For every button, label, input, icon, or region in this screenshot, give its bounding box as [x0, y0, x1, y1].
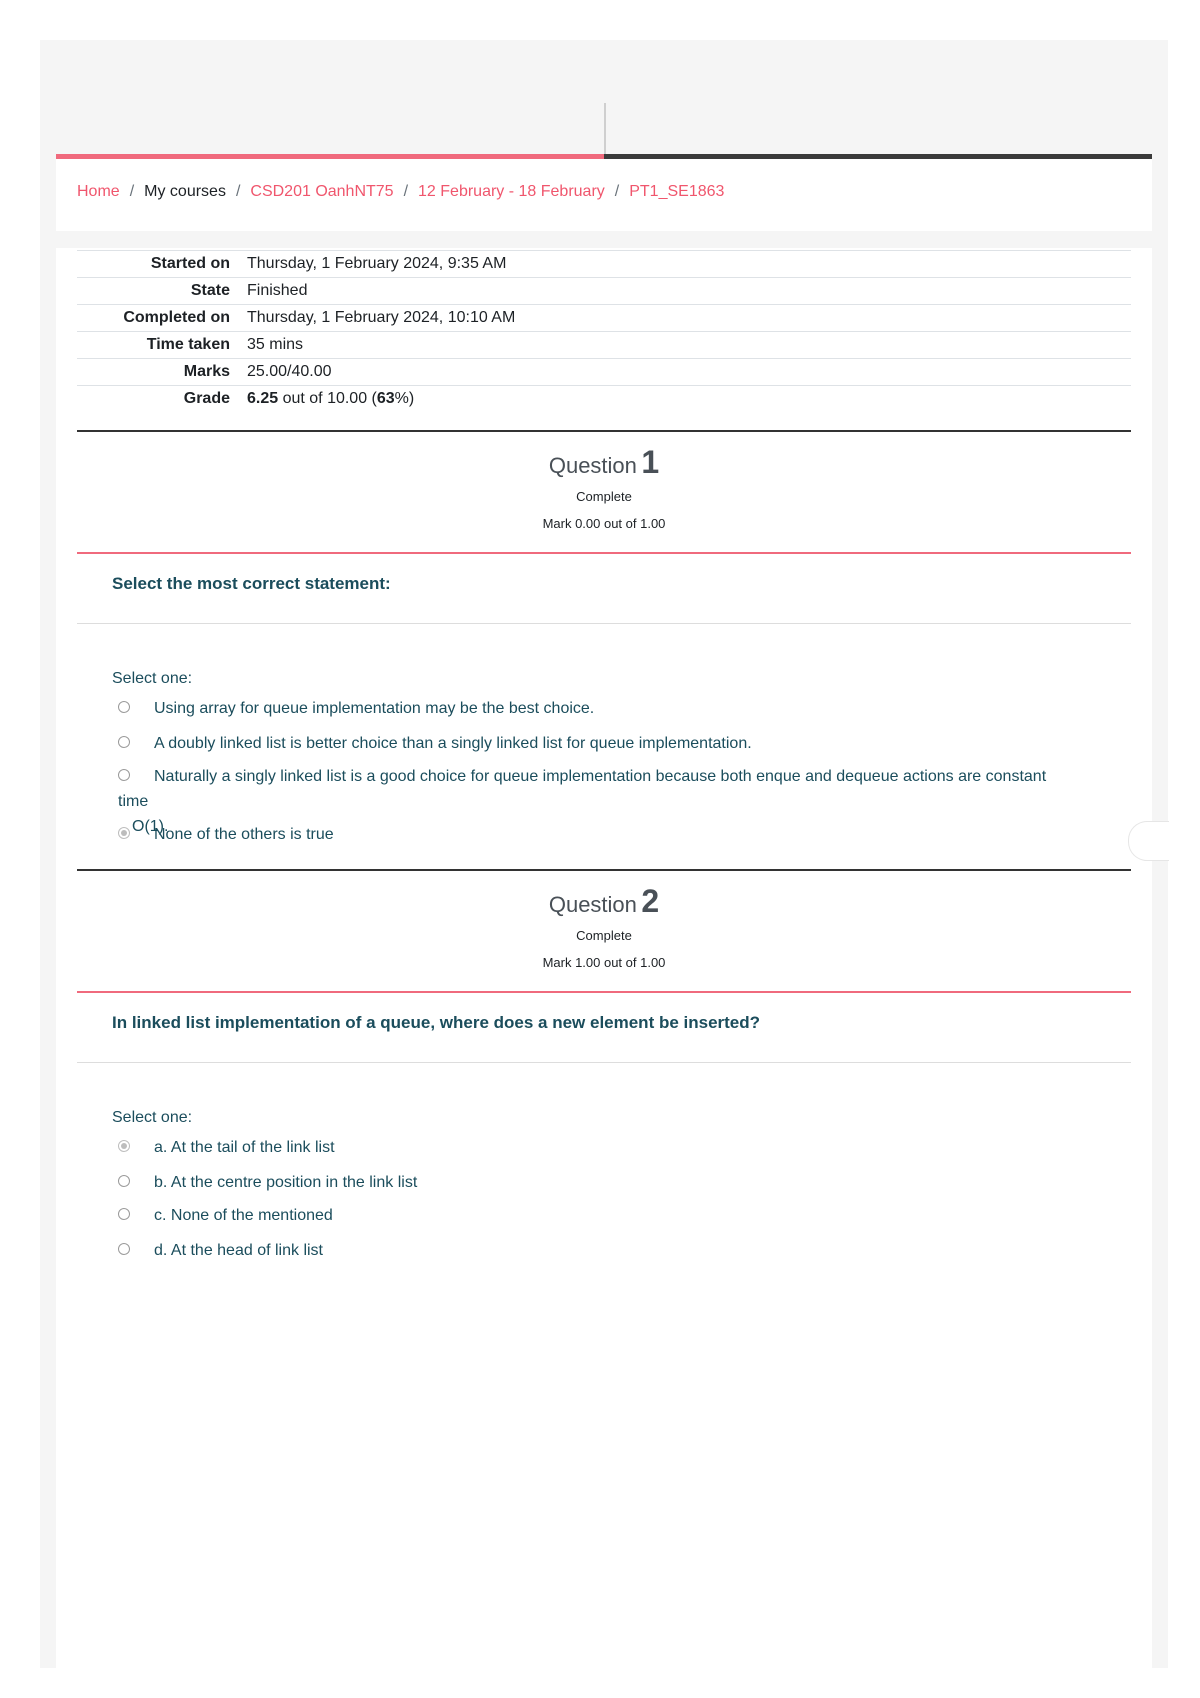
radio-button-checked[interactable] — [118, 1140, 130, 1152]
question-accent-rule — [77, 552, 1131, 554]
question-title: Question — [548, 453, 637, 478]
radio-button[interactable] — [118, 736, 130, 748]
summary-value: 35 mins — [247, 332, 1131, 359]
breadcrumb-separator: / — [614, 183, 620, 200]
breadcrumb — [77, 183, 724, 201]
breadcrumb-panel — [56, 159, 1152, 231]
question-number: 1 — [641, 444, 660, 480]
summary-value: 25.00/40.00 — [247, 359, 1131, 386]
summary-label: Grade — [77, 386, 247, 413]
answer-text: d. At the head of link list — [154, 1242, 323, 1259]
summary-value: Thursday, 1 February 2024, 9:35 AM — [247, 251, 1131, 278]
breadcrumb-separator: / — [129, 183, 135, 200]
radio-button[interactable] — [118, 701, 130, 713]
select-one-label: Select one: — [112, 670, 193, 687]
answer-option-selected[interactable] — [118, 1135, 1078, 1160]
answer-option[interactable] — [118, 696, 1078, 721]
answer-text: c. None of the mentioned — [154, 1207, 333, 1224]
summary-label: Marks — [77, 359, 247, 386]
answer-text: a. At the tail of the link list — [154, 1139, 335, 1156]
radio-button[interactable] — [118, 1175, 130, 1187]
drawer-toggle-tab[interactable] — [1128, 821, 1169, 861]
radio-button[interactable] — [118, 769, 130, 781]
breadcrumb-home-link[interactable]: Home — [77, 183, 120, 200]
breadcrumb-separator: / — [235, 183, 241, 200]
attempt-summary-table — [77, 250, 1131, 412]
question-state: Complete — [576, 489, 632, 504]
summary-row-grade — [77, 386, 1131, 413]
question-number: 2 — [641, 883, 660, 919]
radio-button-checked[interactable] — [118, 827, 130, 839]
grade-score: 6.25 — [247, 390, 279, 407]
breadcrumb-separator: / — [403, 183, 409, 200]
summary-row-time — [77, 332, 1131, 359]
answer-text: b. At the centre position in the link list — [154, 1174, 418, 1191]
question-text: In linked list implementation of a queue, where does a new element be inserted? — [112, 1013, 761, 1032]
breadcrumb-week-link[interactable]: 12 February - 18 February — [418, 183, 605, 200]
summary-label: Time taken — [77, 332, 247, 359]
summary-value: Thursday, 1 February 2024, 10:10 AM — [247, 305, 1131, 332]
breadcrumb-course-link[interactable]: CSD201 OanhNT75 — [250, 183, 394, 200]
answer-text: Naturally a singly linked list is a good choice for queue implementation because both enque and dequeue actions are constant time — [118, 768, 1047, 810]
header-divider — [604, 103, 606, 159]
question-grade: Mark 0.00 out of 1.00 — [542, 516, 666, 531]
answer-option[interactable] — [118, 731, 1078, 756]
question-state: Complete — [576, 928, 632, 943]
question-title: Question — [548, 892, 637, 917]
grade-mid: out of 10.00 ( — [278, 390, 377, 407]
summary-label: Completed on — [77, 305, 247, 332]
summary-row-marks — [77, 359, 1131, 386]
answer-option[interactable] — [118, 1238, 1078, 1263]
answer-option[interactable] — [118, 1170, 1078, 1195]
breadcrumb-my-courses[interactable]: My courses — [144, 183, 226, 200]
question-divider — [77, 869, 1131, 871]
question-text: Select the most correct statement: — [112, 574, 391, 593]
answer-option-selected[interactable] — [118, 822, 1078, 847]
summary-row-started — [77, 251, 1131, 278]
summary-row-state — [77, 278, 1131, 305]
question-text-rule — [77, 623, 1131, 624]
question-info — [77, 444, 1131, 531]
question-info — [77, 883, 1131, 970]
answer-text: Using array for queue implementation may be the best choice. — [154, 700, 595, 717]
answer-text: None of the others is true — [154, 826, 334, 843]
question-text-rule — [77, 1062, 1131, 1063]
question-grade: Mark 1.00 out of 1.00 — [542, 955, 666, 970]
grade-percent: 63 — [376, 390, 395, 407]
question-divider — [77, 430, 1131, 432]
summary-value — [247, 386, 1131, 413]
summary-label: Started on — [77, 251, 247, 278]
radio-button[interactable] — [118, 1243, 130, 1255]
summary-row-completed — [77, 305, 1131, 332]
answer-option[interactable] — [118, 1203, 1078, 1228]
answer-text-continuation: O(1). — [132, 818, 169, 835]
radio-button[interactable] — [118, 1208, 130, 1220]
answer-text: A doubly linked list is better choice than a singly linked list for queue implementation. — [154, 735, 752, 752]
breadcrumb-quiz-link[interactable]: PT1_SE1863 — [629, 183, 725, 200]
grade-end: %) — [394, 390, 415, 407]
question-accent-rule — [77, 991, 1131, 993]
select-one-label: Select one: — [112, 1109, 193, 1126]
summary-value: Finished — [247, 278, 1131, 305]
summary-label: State — [77, 278, 247, 305]
